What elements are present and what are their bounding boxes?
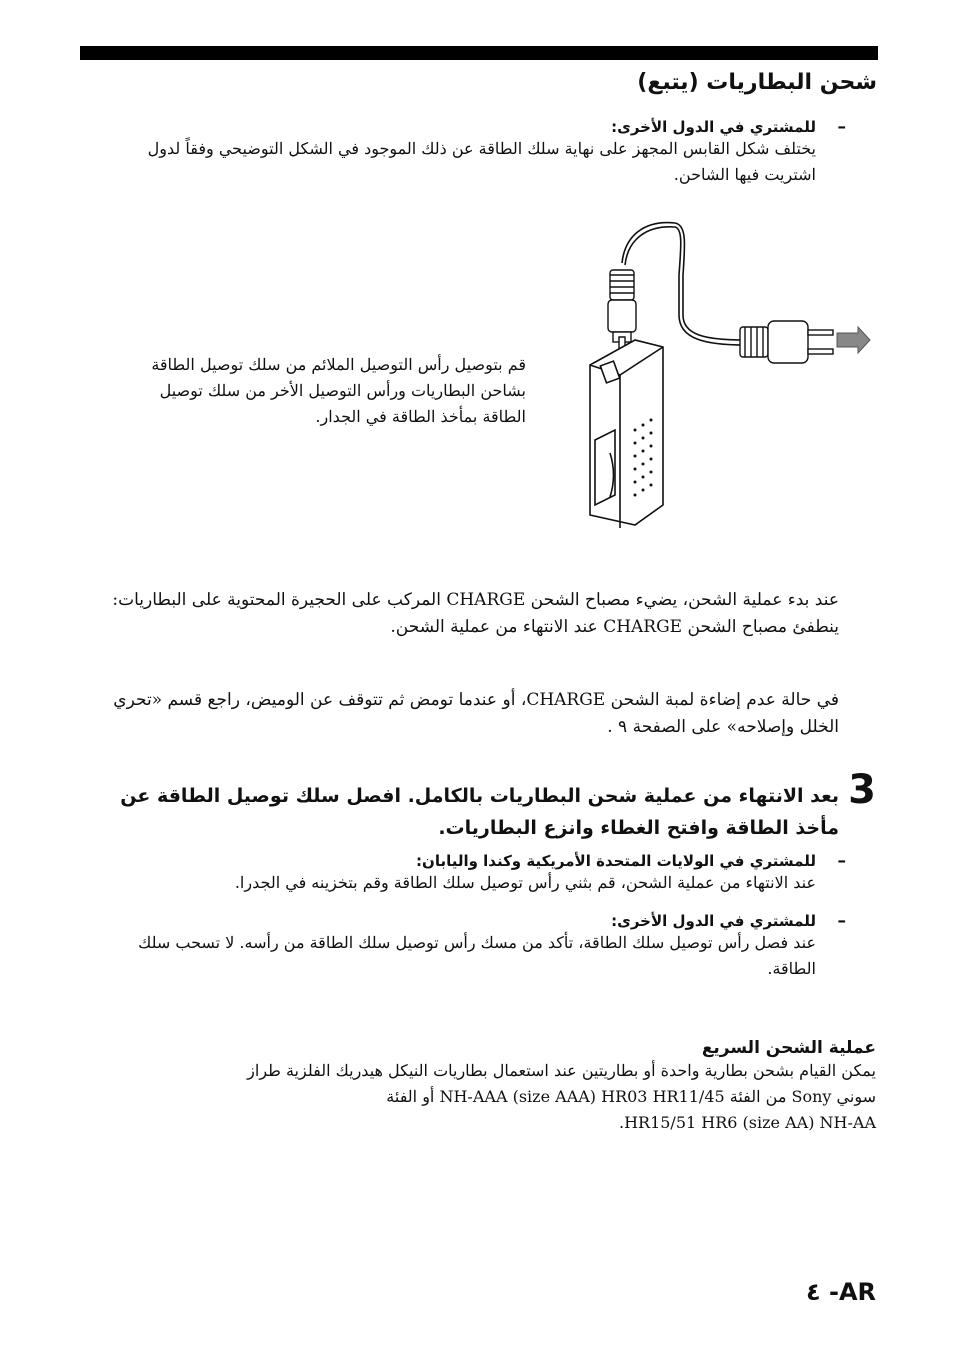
step3-note-2 [96, 911, 846, 982]
page-language-code: -AR [828, 1278, 876, 1306]
paragraph-charging: عند بدء عملية الشحن، يضيء مصباح الشحن CHARGE المركب على الحجيرة المحتوية على البطاريات: ينطفئ مصباح الشحن CHARGE عند الانتهاء من عملية الشحن. [112, 590, 839, 637]
note-heading: للمشتري في الدول الأخرى: [611, 912, 816, 930]
note-heading: للمشتري في الولايات المتحدة الأمريكية وكندا واليابان: [416, 852, 816, 870]
top-rule [80, 46, 878, 60]
intro-heading: للمشتري في الدول الأخرى: [611, 118, 816, 136]
page-title: شحن البطاريات (يتبع) [637, 70, 877, 95]
step-instruction: بعد الانتهاء من عملية شحن البطاريات بالكامل. افصل سلك توصيل الطاقة عن مأخذ الطاقة وافتح الغطاء وانزع البطاريات. [120, 785, 839, 839]
quick-charge-line-2: سوني Sony من الفئة NH-AAA (size AAA) HR03 HR11/45 أو الفئة [386, 1087, 876, 1106]
paragraph-troubleshoot: في حالة عدم إضاءة لمبة الشحن CHARGE، أو عندما تومض ثم تتوقف عن الوميض، راجع قسم «تحري الخلل وإصلاحه» على الصفحة ٩ . [113, 690, 839, 737]
quick-charge-line-1: يمكن القيام بشحن بطارية واحدة أو بطاريتين عند استعمال بطاريات النيكل هيدريك الفلزية طراز [247, 1061, 876, 1080]
dash-bullet: – [837, 117, 846, 137]
page-number [806, 1278, 876, 1306]
figure-caption: قم بتوصيل رأس التوصيل الملائم من سلك توصيل الطاقة بشاحن البطاريات ورأس التوصيل الأخر من سلك توصيل الطاقة بمأخذ الطاقة في الجدار. [151, 355, 526, 426]
quick-charge-line-3: .HR15/51 HR6 (size AA) NH-AA [618, 1113, 876, 1132]
dash-bullet: – [837, 851, 846, 871]
charger-illustration [575, 215, 875, 535]
page-number-arabic: ٤ [805, 1278, 821, 1306]
note-text: عند فصل رأس توصيل سلك الطاقة، تأكد من مسك رأس توصيل سلك الطاقة من رأسه. لا تسحب سلك الطاقة. [138, 933, 816, 978]
step-number: 3 [848, 767, 876, 813]
arrow-right-icon [837, 327, 870, 353]
quick-charge-section [76, 1038, 876, 1136]
wall-plug [740, 321, 833, 363]
quick-charge-heading: عملية الشحن السريع [701, 1038, 876, 1058]
intro-text: يختلف شكل القابس المجهز على نهاية سلك الطاقة عن ذلك الموجود في الشكل التوضيحي وفقاً لدول اشتريت فيها الشاحن. [147, 139, 816, 184]
intro-note [96, 117, 846, 188]
cord-plug [608, 270, 636, 342]
note-text: عند الانتهاء من عملية الشحن، قم بثني رأس توصيل سلك الطاقة وقم بتخزينه في الجدرا. [234, 873, 816, 892]
dash-bullet: – [837, 911, 846, 931]
step3-note-1 [96, 851, 846, 896]
